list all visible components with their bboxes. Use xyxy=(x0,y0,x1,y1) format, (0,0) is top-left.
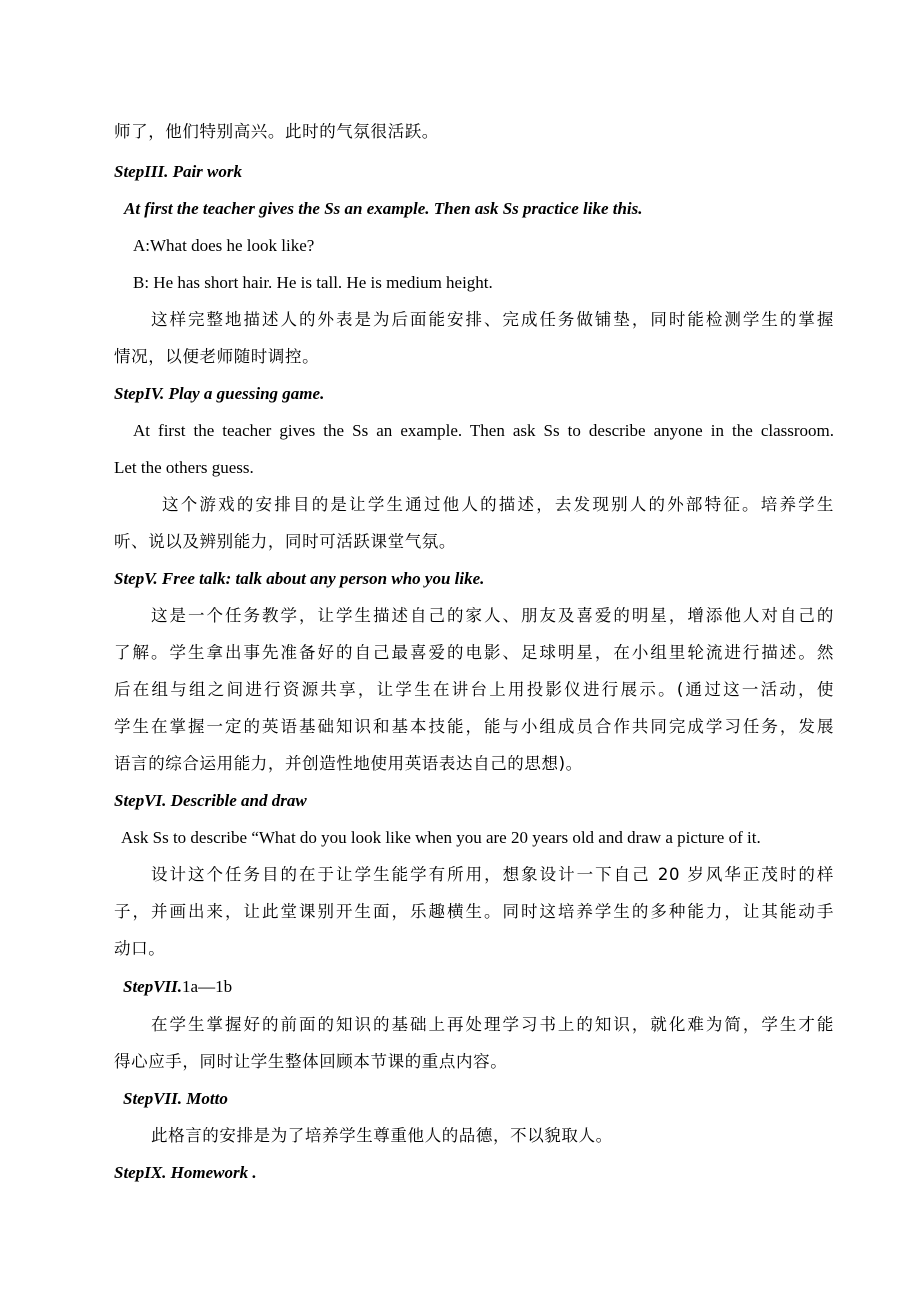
step6-note-line-3: 动口。 xyxy=(114,939,166,958)
step3-heading: StepIII. Pair work xyxy=(114,162,242,181)
step3-note-line-2: 情况，以便老师随时调控。 xyxy=(114,347,320,366)
step5-note-line-4: 学生在掌握一定的英语基础知识和基本技能，能与小组成员合作共同完成学习任务，发展 xyxy=(114,717,834,736)
step9-heading: StepIX. Homework . xyxy=(114,1163,257,1182)
step7a-note-line-1: 在学生掌握好的前面的知识的基础上再处理学习书上的知识，就化难为简，学生才能 xyxy=(151,1015,834,1034)
step5-heading: StepV. Free talk: talk about any person who you like. xyxy=(114,569,485,588)
paragraph-continuation: 师了，他们特别高兴。此时的气氛很活跃。 xyxy=(114,122,439,141)
step5-note-line-2: 了解。学生拿出事先准备好的自己最喜爱的电影、足球明星，在小组里轮流进行描述。然 xyxy=(114,643,834,662)
step6-note-line-2: 子，并画出来，让此堂课别开生面，乐趣横生。同时这培养学生的多种能力，让其能动手 xyxy=(114,902,834,921)
step5-note-line-3: 后在组与组之间进行资源共享，让学生在讲台上用投影仪进行展示。(通过这一活动，使 xyxy=(114,680,834,699)
step6-note-line-1: 设计这个任务目的在于让学生能学有所用，想象设计一下自己 20 岁风华正茂时的样 xyxy=(151,865,834,884)
step6-heading: StepVI. Describle and draw xyxy=(114,791,307,810)
step5-note-line-1: 这是一个任务教学，让学生描述自己的家人、朋友及喜爱的明星，增添他人对自己的 xyxy=(151,606,834,625)
step7a-heading-line xyxy=(123,977,843,997)
step5-note-line-5: 语言的综合运用能力，并创造性地使用英语表达自己的思想)。 xyxy=(114,754,583,773)
step7b-note-line-1: 此格言的安排是为了培养学生尊重他人的品德，不以貌取人。 xyxy=(151,1126,613,1145)
step4-note-line-2: 听、说以及辨别能力，同时可活跃课堂气氛。 xyxy=(114,532,456,551)
step4-heading: StepIV. Play a guessing game. xyxy=(114,384,325,403)
step3-note-line-1: 这样完整地描述人的外表是为后面能安排、完成任务做铺垫，同时能检测学生的掌握 xyxy=(151,310,834,329)
step7a-note-line-2: 得心应手，同时让学生整体回顾本节课的重点内容。 xyxy=(114,1052,508,1071)
step6-text-line-1: Ask Ss to describe “What do you look like when you are 20 years old and draw a picture of it. xyxy=(121,828,761,847)
step3-intro: At first the teacher gives the Ss an example. Then ask Ss practice like this. xyxy=(124,199,643,218)
step7a-heading-suffix: 1a—1b xyxy=(182,977,233,996)
step7a-heading: StepVII. xyxy=(123,977,183,996)
step3-dialogue-a: A:What does he look like? xyxy=(133,236,315,255)
step4-text-line-1: At first the teacher gives the Ss an example. Then ask Ss to describe anyone in the classroom. xyxy=(133,421,834,440)
step4-text-line-2: Let the others guess. xyxy=(114,458,254,477)
step7b-heading: StepVII. Motto xyxy=(123,1089,228,1108)
step3-dialogue-b: B: He has short hair. He is tall. He is medium height. xyxy=(133,273,493,292)
step4-note-line-1: 这个游戏的安排目的是让学生通过他人的描述，去发现别人的外部特征。培养学生 xyxy=(162,495,834,514)
